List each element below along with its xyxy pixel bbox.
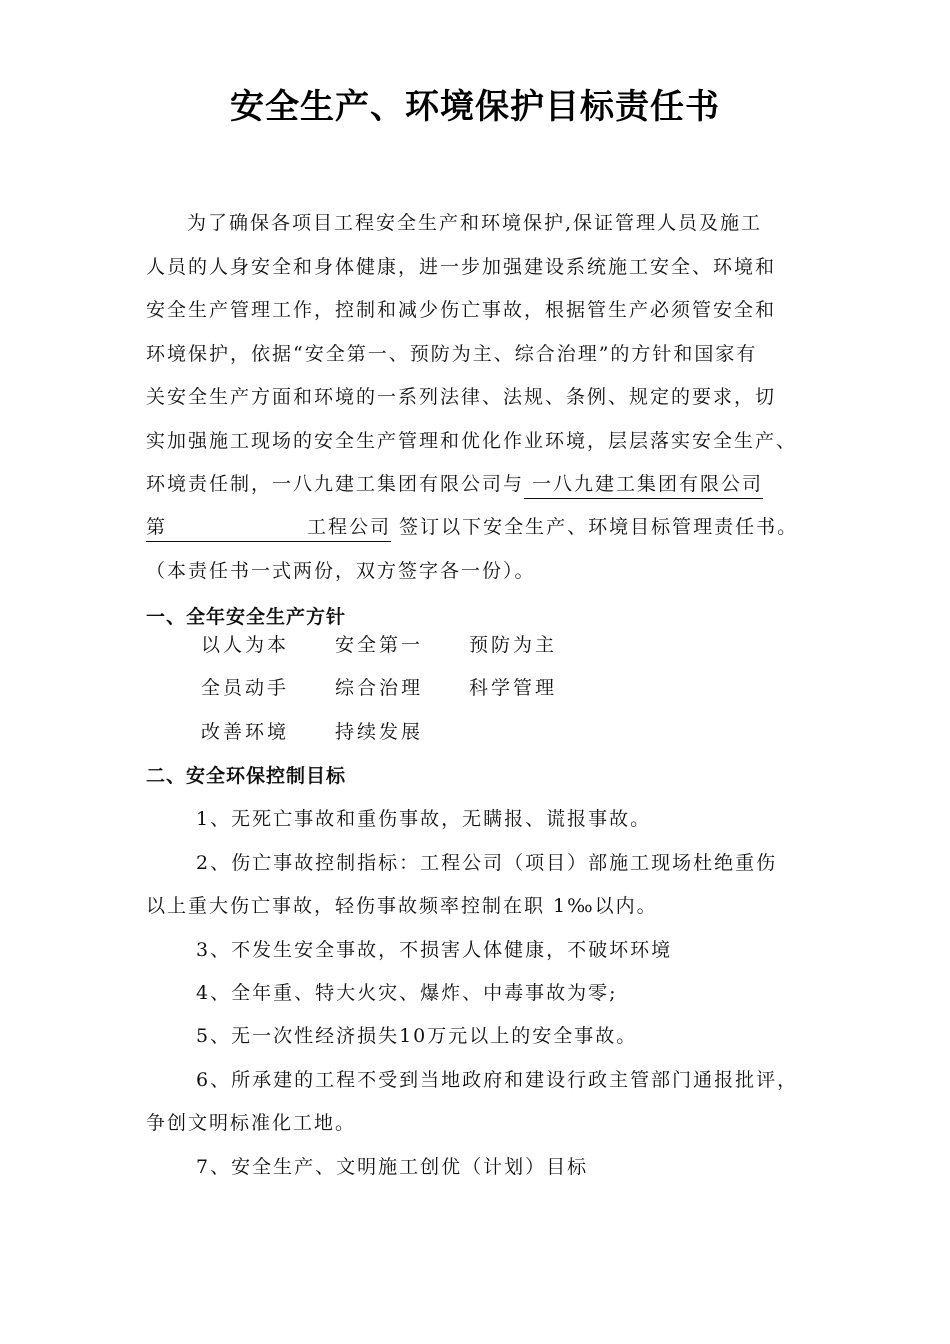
party-b-name-underlined: 一八九建工集团有限公司 [524, 473, 763, 499]
intro-line-9: （本责任书一式两份，双方签字各一份）。 [146, 560, 536, 582]
intro-line-5: 关安全生产方面和环境的一系列法律、法规、条例、规定的要求，切 [146, 386, 777, 408]
policy-item: 持续发展 [335, 721, 424, 743]
goal-item-1: 1、无死亡事故和重伤事故，无瞒报、谎报事故。 [196, 808, 652, 830]
company-suffix: 工程公司 [307, 516, 392, 538]
goal-item-5: 5、无一次性经济损失10万元以上的安全事故。 [196, 1025, 638, 1047]
section-1-heading: 一、全年安全生产方针 [146, 606, 347, 628]
intro-line-2: 人员的人身安全和身体健康，进一步加强建设系统施工安全、环境和 [146, 256, 777, 278]
goal-item-6-continued: 争创文明标准化工地。 [146, 1112, 357, 1134]
goal-item-3: 3、不发生安全事故，不损害人体健康，不破坏环境 [196, 939, 673, 961]
intro-line-1: 为了确保各项目工程安全生产和环境保护,保证管理人员及施工 [187, 212, 763, 234]
goal-item-2-continued: 以上重大伤亡事故，轻伤事故频率控制在职 1‰以内。 [146, 895, 658, 917]
document-title: 安全生产、环境保护目标责任书 [230, 87, 720, 127]
policy-item: 改善环境 [201, 721, 290, 743]
intro-line-6: 实加强施工现场的安全生产管理和优化作业环境，层层落实安全生产、 [146, 430, 798, 452]
ordinal-prefix: 第 [146, 516, 168, 538]
intro-line-4: 环境保护，依据“安全第一、预防为主、综合治理”的方针和国家有 [146, 343, 758, 365]
intro-line-7 [146, 471, 763, 497]
policy-item: 全员动手 [201, 677, 290, 699]
policy-item: 预防为主 [469, 634, 558, 656]
intro-line-7-text: 环境责任制，一八九建工集团有限公司与 [146, 473, 525, 495]
policy-item: 以人为本 [201, 634, 290, 656]
goal-item-7: 7、安全生产、文明施工创优（计划）目标 [196, 1156, 589, 1178]
party-b-company-underlined [146, 516, 391, 542]
policy-item: 安全第一 [335, 634, 424, 656]
policy-item: 科学管理 [469, 677, 558, 699]
intro-line-8-text: 签订以下安全生产、环境目标管理责任书。 [391, 516, 799, 538]
section-2-heading: 二、安全环保控制目标 [146, 765, 347, 787]
intro-line-8 [146, 514, 798, 540]
goal-item-2: 2、伤亡事故控制指标：工程公司（项目）部施工现场杜绝重伤 [196, 852, 778, 874]
intro-line-3: 安全生产管理工作，控制和减少伤亡事故，根据管生产必须管安全和 [146, 299, 777, 321]
goal-item-4: 4、全年重、特大火灾、爆炸、中毒事故为零; [196, 982, 618, 1004]
goal-item-6: 6、所承建的工程不受到当地政府和建设行政主管部门通报批评， [196, 1069, 799, 1091]
policy-item: 综合治理 [335, 677, 424, 699]
